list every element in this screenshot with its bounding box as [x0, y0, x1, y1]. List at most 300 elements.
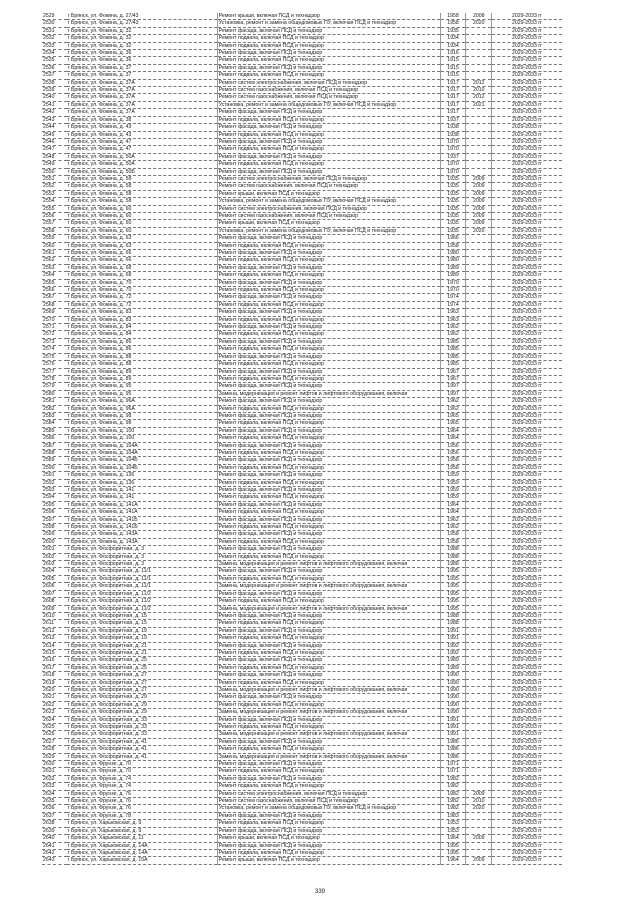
row-planned-period: 2029-2033 гг — [492, 783, 562, 790]
table-body — [42, 13, 562, 864]
row-year-last-repair — [466, 361, 492, 368]
table-row — [42, 338, 562, 345]
row-work-type: Ремонт фасада, включая ПСД и технадзор — [217, 338, 440, 345]
table-row — [42, 598, 562, 605]
table-row — [42, 509, 562, 516]
table-row — [42, 398, 562, 405]
row-number: 2557 — [42, 220, 67, 227]
row-year-built: 1997 — [440, 383, 466, 390]
row-planned-period: 2029-2033 гг — [492, 716, 562, 723]
table-row — [42, 435, 562, 442]
row-work-type: Ремонт систем электроснабжения, включая ПСД и технадзор — [217, 205, 440, 212]
row-work-type: Ремонт подвала, включая ПСД и технадзор — [217, 435, 440, 442]
row-year-built: 1935 — [440, 198, 466, 205]
row-number: 2642 — [42, 849, 67, 856]
row-year-last-repair — [466, 35, 492, 42]
table-row — [42, 531, 562, 538]
row-number: 2587 — [42, 442, 67, 449]
row-work-type: Ремонт фасада, включая ПСД и технадзор — [217, 627, 440, 634]
row-planned-period: 2029-2033 гг — [492, 524, 562, 531]
row-planned-period: 2029-2033 гг — [492, 398, 562, 405]
row-year-built: 1963 — [440, 316, 466, 323]
row-address: г Брянск, ул. Фокина, д. 141 — [67, 487, 218, 494]
row-address: г Брянск, ул. Фокина, д. 83 — [67, 309, 218, 316]
table-row — [42, 731, 562, 738]
row-planned-period: 2029-2033 гг — [492, 161, 562, 168]
row-year-built: 1935 — [440, 190, 466, 197]
row-address: г Брянск, ул. Фосфоритная, д. 3 — [67, 546, 218, 553]
row-address: г Брянск, ул. Фокина, д. 89 — [67, 368, 218, 375]
row-work-type: Ремонт фасада, включая ПСД и технадзор — [217, 398, 440, 405]
row-work-type: Ремонт фасада, включая ПСД и технадзор — [217, 383, 440, 390]
row-address: г Брянск, ул. Фокина, д. 58 — [67, 190, 218, 197]
row-planned-period: 2029-2033 гг — [492, 798, 562, 805]
row-address: г Брянск, ул. Фосфоритная, д. 11/1 — [67, 575, 218, 582]
row-address: г Брянск, ул. Фокина, д. 141 — [67, 494, 218, 501]
row-year-last-repair — [466, 235, 492, 242]
row-planned-period: 2029-2033 гг — [492, 50, 562, 57]
row-planned-period: 2029-2033 гг — [492, 657, 562, 664]
table-row — [42, 42, 562, 49]
row-work-type: Ремонт фасада, включая ПСД и технадзор — [217, 427, 440, 434]
row-number: 2621 — [42, 694, 67, 701]
row-address: г Брянск, ул. Фрунзе, д. 76 — [67, 798, 218, 805]
row-work-type: Ремонт подвала, включая ПСД и технадзор — [217, 701, 440, 708]
row-year-built: 1956 — [440, 442, 466, 449]
row-planned-period: 2029-2033 гг — [492, 346, 562, 353]
row-year-built: 1917 — [440, 79, 466, 86]
row-planned-period: 2029-2033 гг — [492, 731, 562, 738]
row-address: г Брянск, ул. Фокина, д. 66 — [67, 250, 218, 257]
row-work-type: Ремонт фасада, включая ПСД и технадзор — [217, 309, 440, 316]
table-row — [42, 101, 562, 108]
row-address: г Брянск, ул. Фосфоритная, д. 25 — [67, 657, 218, 664]
row-address: г Брянск, ул. Фосфоритная, д. 11/1 — [67, 583, 218, 590]
table-row — [42, 724, 562, 731]
row-planned-period: 2029-2033 гг — [492, 746, 562, 753]
row-planned-period: 2029-2033 гг — [492, 664, 562, 671]
row-year-last-repair: 2009 — [466, 183, 492, 190]
row-planned-period: 2029-2033 гг — [492, 442, 562, 449]
row-year-built: 1916 — [440, 50, 466, 57]
row-year-built: 1962 — [440, 398, 466, 405]
row-year-built: 1959 — [440, 487, 466, 494]
row-work-type: Ремонт подвала, включая ПСД и технадзор — [217, 849, 440, 856]
row-planned-period: 2029-2033 гг — [492, 64, 562, 71]
row-year-last-repair — [466, 331, 492, 338]
row-planned-period: 2029-2033 гг — [492, 279, 562, 286]
table-row — [42, 524, 562, 531]
row-number: 2638 — [42, 820, 67, 827]
row-address: г Брянск, ул. Фокина, д. 72 — [67, 301, 218, 308]
row-planned-period: 2029-2033 гг — [492, 242, 562, 249]
row-work-type: Ремонт фасада, включая ПСД и технадзор — [217, 324, 440, 331]
row-planned-period: 2029-2033 гг — [492, 605, 562, 612]
row-year-last-repair — [466, 398, 492, 405]
row-planned-period: 2029-2033 гг — [492, 672, 562, 679]
row-year-built: 1964 — [440, 857, 466, 864]
row-work-type: Ремонт подвала, включая ПСД и технадзор — [217, 649, 440, 656]
row-year-last-repair — [466, 605, 492, 612]
row-work-type: Ремонт подвала, включая ПСД и технадзор — [217, 783, 440, 790]
table-row — [42, 20, 562, 27]
row-work-type: Ремонт систем газоснабжения, включая ПСД и технадзор — [217, 798, 440, 805]
row-address: г Брянск, ул. Фосфоритная, д. 33 — [67, 731, 218, 738]
row-address: г Брянск, ул. Фрунзе, д. 74 — [67, 775, 218, 782]
row-work-type: Ремонт подвала, включая ПСД и технадзор — [217, 35, 440, 42]
row-planned-period: 2029-2033 гг — [492, 583, 562, 590]
row-planned-period: 2029-2033 гг — [492, 79, 562, 86]
row-number: 2540 — [42, 94, 67, 101]
row-address: г Брянск, ул. Фосфоритная, д. 11/2 — [67, 590, 218, 597]
row-address: г Брянск, ул. Фокина, д. 96А — [67, 398, 218, 405]
row-work-type: Ремонт фасада, включая ПСД и технадзор — [217, 138, 440, 145]
row-work-type: Ремонт фасада, включая ПСД и технадзор — [217, 368, 440, 375]
row-address: г Брянск, ул. Фосфоритная, д. 29 — [67, 701, 218, 708]
row-address: г Брянск, ул. Фосфоритная, д. 41 — [67, 746, 218, 753]
row-number: 2581 — [42, 398, 67, 405]
row-planned-period: 2029-2033 гг — [492, 761, 562, 768]
row-address: г Брянск, ул. Фокина, д. 60 — [67, 220, 218, 227]
row-work-type: Ремонт подвала, включая ПСД и технадзор — [217, 331, 440, 338]
row-planned-period: 2029-2033 гг — [492, 753, 562, 760]
row-year-built: 1953 — [440, 820, 466, 827]
row-number: 2620 — [42, 686, 67, 693]
row-work-type: Ремонт фасада, включая ПСД и технадзор — [217, 64, 440, 71]
row-work-type: Ремонт подвала, включая ПСД и технадзор — [217, 272, 440, 279]
row-work-type: Установка, ремонт и замена общедомовых ПУ, включая ПСД и технадзор — [217, 805, 440, 812]
row-planned-period: 2029-2033 гг — [492, 57, 562, 64]
row-address: г Брянск, ул. Фокина, д. 84 — [67, 324, 218, 331]
row-number: 2600 — [42, 538, 67, 545]
row-address: г Брянск, ул. Фокина, д. 143А — [67, 538, 218, 545]
row-year-built: 1935 — [440, 212, 466, 219]
row-number: 2602 — [42, 553, 67, 560]
table-row — [42, 449, 562, 456]
table-row — [42, 235, 562, 242]
row-number: 2627 — [42, 738, 67, 745]
row-work-type: Ремонт фасада, включая ПСД и технадзор — [217, 642, 440, 649]
row-number: 2586 — [42, 435, 67, 442]
row-number: 2617 — [42, 664, 67, 671]
table-row — [42, 190, 562, 197]
row-address: г Брянск, ул. Фокина, д. 60 — [67, 227, 218, 234]
row-planned-period: 2029-2033 гг — [492, 487, 562, 494]
row-year-built: 1983 — [440, 812, 466, 819]
table-row — [42, 798, 562, 805]
row-year-built: 1915 — [440, 64, 466, 71]
row-number: 2549 — [42, 161, 67, 168]
row-work-type: Ремонт крыши, включая ПСД и технадзор — [217, 190, 440, 197]
table-row — [42, 405, 562, 412]
row-year-built: 1970 — [440, 279, 466, 286]
row-year-built: 1917 — [440, 101, 466, 108]
table-row — [42, 116, 562, 123]
row-address: г Брянск, ул. Фокина, д. 37А — [67, 101, 218, 108]
table-row — [42, 412, 562, 419]
row-work-type: Ремонт подвала, включая ПСД и технадзор — [217, 57, 440, 64]
row-year-built: 1967 — [440, 375, 466, 382]
table-row — [42, 575, 562, 582]
row-planned-period: 2029-2033 гг — [492, 42, 562, 49]
row-address: г Брянск, ул. Фокина, д. 37А — [67, 94, 218, 101]
row-work-type: Ремонт систем газоснабжения, включая ПСД и технадзор — [217, 212, 440, 219]
row-year-built: 1970 — [440, 287, 466, 294]
row-planned-period: 2029-2033 гг — [492, 805, 562, 812]
row-year-last-repair: 2009 — [466, 790, 492, 797]
row-number: 2570 — [42, 316, 67, 323]
row-address: г Брянск, ул. Фокина, д. 32 — [67, 42, 218, 49]
row-number: 2578 — [42, 375, 67, 382]
row-address: г Брянск, ул. Фокина, д. 37А — [67, 79, 218, 86]
row-year-last-repair — [466, 42, 492, 49]
row-year-built: 1935 — [440, 205, 466, 212]
table-row — [42, 272, 562, 279]
row-planned-period: 2029-2033 гг — [492, 257, 562, 264]
row-address: г Брянск, ул. Фокина, д. 104Б — [67, 457, 218, 464]
row-address: г Брянск, ул. Фокина, д. 37 — [67, 72, 218, 79]
row-planned-period: 2029-2033 гг — [492, 338, 562, 345]
row-number: 2590 — [42, 464, 67, 471]
table-row — [42, 494, 562, 501]
table-row — [42, 87, 562, 94]
row-year-built: 1989 — [440, 264, 466, 271]
row-address: г Брянск, ул. Фокина, д. 43 — [67, 124, 218, 131]
row-address: г Брянск, ул. Фокина, д. 63 — [67, 242, 218, 249]
row-planned-period: 2029-2033 гг — [492, 598, 562, 605]
row-number: 2582 — [42, 405, 67, 412]
row-planned-period: 2029-2033 гг — [492, 309, 562, 316]
row-work-type: Замена, модернизация и ремонт лифтов и лифтового оборудования, включая — [217, 605, 440, 612]
row-number: 2641 — [42, 842, 67, 849]
row-number: 2548 — [42, 153, 67, 160]
row-number: 2535 — [42, 57, 67, 64]
row-planned-period: 2029-2033 гг — [492, 516, 562, 523]
row-work-type: Ремонт подвала, включая ПСД и технадзор — [217, 509, 440, 516]
row-number: 2639 — [42, 827, 67, 834]
row-year-built: 1937 — [440, 153, 466, 160]
row-number: 2564 — [42, 272, 67, 279]
row-work-type: Ремонт фасада, включая ПСД и технадзор — [217, 672, 440, 679]
row-year-built: 1980 — [440, 250, 466, 257]
row-number: 2626 — [42, 731, 67, 738]
table-row — [42, 635, 562, 642]
row-address: г Брянск, ул. Фосфоритная, д. 41 — [67, 753, 218, 760]
row-number: 2643 — [42, 857, 67, 864]
row-year-last-repair — [466, 420, 492, 427]
row-planned-period: 2029-2033 гг — [492, 190, 562, 197]
row-year-last-repair — [466, 138, 492, 145]
row-address: г Брянск, ул. Фосфоритная, д. 21 — [67, 649, 218, 656]
table-row — [42, 383, 562, 390]
row-address: г Брянск, ул. Фокина, д. 37 — [67, 64, 218, 71]
row-year-built: 1985 — [440, 353, 466, 360]
row-planned-period: 2029-2033 гг — [492, 175, 562, 182]
row-work-type: Ремонт фасада, включая ПСД и технадзор — [217, 761, 440, 768]
row-work-type: Ремонт подвала, включая ПСД и технадзор — [217, 116, 440, 123]
row-work-type: Ремонт подвала, включая ПСД и технадзор — [217, 553, 440, 560]
table-row — [42, 627, 562, 634]
row-number: 2543 — [42, 116, 67, 123]
row-planned-period: 2029-2033 гг — [492, 835, 562, 842]
row-year-last-repair: 2010 — [466, 798, 492, 805]
row-number: 2589 — [42, 457, 67, 464]
table-row — [42, 153, 562, 160]
row-year-last-repair — [466, 568, 492, 575]
row-work-type: Ремонт подвала, включая ПСД и технадзор — [217, 346, 440, 353]
row-work-type: Ремонт фасада, включая ПСД и технадзор — [217, 168, 440, 175]
row-address: г Брянск, ул. Фокина, д. 60 — [67, 212, 218, 219]
row-address: г Брянск, ул. Фокина, д. 86 — [67, 338, 218, 345]
row-year-last-repair — [466, 324, 492, 331]
row-work-type: Ремонт подвала, включая ПСД и технадзор — [217, 161, 440, 168]
table-row — [42, 487, 562, 494]
row-work-type: Ремонт фасада, включая ПСД и технадзор — [217, 50, 440, 57]
row-planned-period: 2029-2033 гг — [492, 420, 562, 427]
row-address: г Брянск, ул. Фокина, д. 50А — [67, 153, 218, 160]
table-row — [42, 146, 562, 153]
row-year-built: 1962 — [440, 324, 466, 331]
row-address: г Брянск, ул. Фокина, д. 27/43 — [67, 20, 218, 27]
row-planned-period: 2029-2033 гг — [492, 220, 562, 227]
row-work-type: Ремонт подвала, включая ПСД и технадзор — [217, 146, 440, 153]
row-work-type: Замена, модернизация и ремонт лифтов и лифтового оборудования, включая — [217, 731, 440, 738]
row-year-built: 1995 — [440, 598, 466, 605]
row-year-last-repair — [466, 664, 492, 671]
row-year-last-repair — [466, 761, 492, 768]
table-row — [42, 716, 562, 723]
row-address: г Брянск, ул. Фокина, д. 38 — [67, 116, 218, 123]
table-row — [42, 375, 562, 382]
table-row — [42, 679, 562, 686]
row-year-last-repair — [466, 405, 492, 412]
row-address: г Брянск, ул. Фосфоритная, д. 15 — [67, 612, 218, 619]
row-planned-period: 2029-2033 гг — [492, 390, 562, 397]
table-row — [42, 694, 562, 701]
row-number: 2568 — [42, 301, 67, 308]
row-address: г Брянск, ул. Фокина, д. 100 — [67, 435, 218, 442]
row-year-built: 1937 — [440, 116, 466, 123]
row-number: 2634 — [42, 790, 67, 797]
row-work-type: Ремонт фасада, включая ПСД и технадзор — [217, 590, 440, 597]
row-address: г Брянск, ул. Фокина, д. 37А — [67, 87, 218, 94]
row-year-built: 1974 — [440, 301, 466, 308]
row-number: 2546 — [42, 138, 67, 145]
row-work-type: Ремонт подвала, включая ПСД и технадзор — [217, 820, 440, 827]
table-row — [42, 368, 562, 375]
row-number: 2632 — [42, 775, 67, 782]
row-number: 2625 — [42, 724, 67, 731]
row-number: 2537 — [42, 72, 67, 79]
row-year-last-repair: 2020 — [466, 227, 492, 234]
row-planned-period: 2029-2033 гг — [492, 198, 562, 205]
row-planned-period: 2029-2033 гг — [492, 235, 562, 242]
row-year-built: 1990 — [440, 672, 466, 679]
row-planned-period: 2029-2033 гг — [492, 72, 562, 79]
row-work-type: Ремонт подвала, включая ПСД и технадзор — [217, 635, 440, 642]
row-year-last-repair — [466, 279, 492, 286]
row-address: г Брянск, ул. Харьковская, д. 15А — [67, 857, 218, 864]
page-number: 339 — [314, 889, 325, 895]
row-year-last-repair — [466, 435, 492, 442]
row-number: 2606 — [42, 583, 67, 590]
table-row — [42, 264, 562, 271]
row-planned-period: 2029-2033 гг — [492, 775, 562, 782]
table-row — [42, 309, 562, 316]
row-planned-period: 2029-2033 гг — [492, 635, 562, 642]
row-year-built: 1917 — [440, 87, 466, 94]
row-work-type: Ремонт подвала, включая ПСД и технадзор — [217, 420, 440, 427]
row-address: г Брянск, ул. Фокина, д. 104Б — [67, 464, 218, 471]
row-address: г Брянск, ул. Фокина, д. 70 — [67, 287, 218, 294]
table-row — [42, 546, 562, 553]
row-year-last-repair — [466, 731, 492, 738]
row-work-type: Ремонт фасада, включая ПСД и технадзор — [217, 235, 440, 242]
table-row — [42, 331, 562, 338]
row-year-last-repair — [466, 264, 492, 271]
row-number: 2593 — [42, 487, 67, 494]
row-year-last-repair — [466, 487, 492, 494]
table-row — [42, 620, 562, 627]
row-year-built: 1982 — [440, 790, 466, 797]
row-year-built: 1992 — [440, 642, 466, 649]
row-year-last-repair — [466, 442, 492, 449]
row-year-built: 1989 — [440, 657, 466, 664]
row-year-last-repair: 2009 — [466, 205, 492, 212]
row-year-last-repair — [466, 672, 492, 679]
row-year-built: 1958 — [440, 531, 466, 538]
row-number: 2596 — [42, 509, 67, 516]
capital-repair-table — [42, 13, 562, 865]
row-year-built: 1917 — [440, 94, 466, 101]
row-year-built: 1962 — [440, 524, 466, 531]
row-address: г Брянск, ул. Харьковская, д. 9 — [67, 820, 218, 827]
row-number: 2622 — [42, 701, 67, 708]
row-number: 2612 — [42, 627, 67, 634]
row-year-last-repair — [466, 57, 492, 64]
row-address: г Брянск, ул. Фосфоритная, д. 29 — [67, 709, 218, 716]
row-number: 2530 — [42, 20, 67, 27]
row-number: 2567 — [42, 294, 67, 301]
row-number: 2623 — [42, 709, 67, 716]
table-row — [42, 242, 562, 249]
row-year-built: 1964 — [440, 501, 466, 508]
row-number: 2635 — [42, 798, 67, 805]
row-year-last-repair — [466, 642, 492, 649]
row-year-last-repair — [466, 131, 492, 138]
row-work-type: Ремонт крыши, включая ПСД и технадзор — [217, 857, 440, 864]
row-year-last-repair — [466, 753, 492, 760]
row-address: г Брянск, ул. Фрунзе, д. 76 — [67, 805, 218, 812]
row-work-type: Ремонт фасада, включая ПСД и технадзор — [217, 353, 440, 360]
row-address: г Брянск, ул. Фокина, д. 63 — [67, 235, 218, 242]
row-planned-period: 2029-2033 гг — [492, 331, 562, 338]
table-row — [42, 301, 562, 308]
row-year-built: 1935 — [440, 227, 466, 234]
row-year-last-repair — [466, 383, 492, 390]
row-planned-period: 2029-2033 гг — [492, 627, 562, 634]
row-year-built: 1988 — [440, 546, 466, 553]
row-number: 2610 — [42, 612, 67, 619]
row-work-type: Ремонт подвала, включая ПСД и технадзор — [217, 494, 440, 501]
row-address: г Брянск, ул. Фокина, д. 43 — [67, 131, 218, 138]
row-year-last-repair — [466, 301, 492, 308]
row-address: г Брянск, ул. Фокина, д. 96А — [67, 405, 218, 412]
row-year-last-repair — [466, 724, 492, 731]
row-year-built: 1915 — [440, 72, 466, 79]
row-planned-period: 2029-2033 гг — [492, 768, 562, 775]
row-address: г Брянск, ул. Фосфоритная, д. 19 — [67, 635, 218, 642]
